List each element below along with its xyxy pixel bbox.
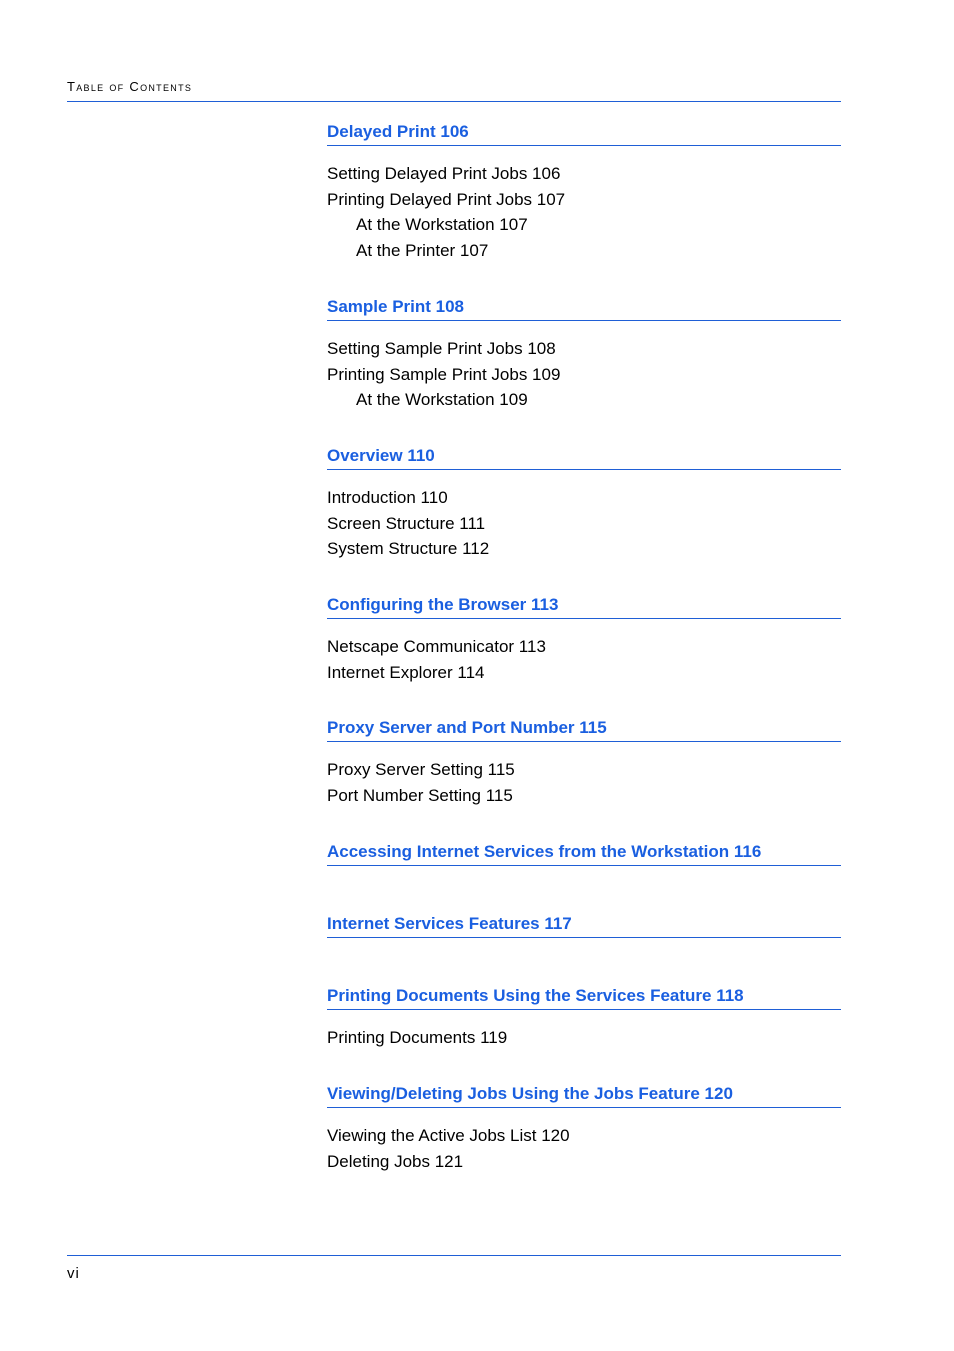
section-rule [327, 469, 841, 470]
section-rule [327, 618, 841, 619]
toc-section-title[interactable]: Internet Services Features 117 [327, 914, 572, 933]
toc-entries [327, 336, 841, 413]
toc-section-title[interactable]: Configuring the Browser 113 [327, 595, 559, 614]
section-rule [327, 1107, 841, 1108]
toc-section-title[interactable]: Sample Print 108 [327, 297, 465, 316]
toc-section-proxy-server [327, 717, 841, 808]
section-rule [327, 320, 841, 321]
toc-entry[interactable]: Printing Sample Print Jobs 109 [327, 364, 561, 384]
toc-subentry[interactable]: At the Printer 107 [356, 240, 489, 260]
toc-section-title[interactable]: Delayed Print 106 [327, 122, 469, 141]
toc-entry[interactable]: Printing Documents 119 [327, 1028, 508, 1047]
toc-entries [327, 1025, 841, 1051]
section-rule [327, 1009, 841, 1010]
toc-entries [327, 757, 841, 808]
toc-section-printing-documents [327, 985, 841, 1051]
toc-section-title[interactable]: Accessing Internet Services from the Workstation 116 [327, 842, 762, 861]
section-rule [327, 741, 841, 742]
toc-section-accessing-internet-services [327, 841, 841, 866]
section-rule [327, 937, 841, 938]
toc-section-configuring-browser [327, 594, 841, 685]
section-rule [327, 145, 841, 146]
toc-section-title[interactable]: Proxy Server and Port Number 115 [327, 718, 607, 737]
toc-entries [327, 161, 841, 263]
toc-subentry[interactable]: At the Workstation 109 [356, 390, 528, 410]
toc-section-internet-services-features [327, 913, 841, 938]
toc-entry[interactable]: System Structure 112 [327, 539, 490, 559]
toc-entry[interactable]: Proxy Server Setting 115 [327, 760, 515, 779]
section-rule [327, 865, 841, 866]
toc-entry[interactable]: Deleting Jobs 121 [327, 1151, 464, 1171]
running-header-title: Table of Contents [67, 79, 193, 94]
toc-entry[interactable]: Printing Delayed Print Jobs 107 [327, 189, 566, 209]
toc-section-sample-print [327, 296, 841, 413]
toc-entry[interactable]: Internet Explorer 114 [327, 662, 485, 682]
toc-entries [327, 1123, 841, 1174]
toc-entries [327, 634, 841, 685]
toc-section-delayed-print [327, 121, 841, 263]
toc-entry[interactable]: Setting Sample Print Jobs 108 [327, 339, 556, 358]
header-rule [67, 101, 841, 102]
toc-section-title[interactable]: Viewing/Deleting Jobs Using the Jobs Feature 120 [327, 1084, 733, 1103]
toc-section-title[interactable]: Printing Documents Using the Services Feature 118 [327, 986, 744, 1005]
toc-entry[interactable]: Screen Structure 111 [327, 513, 486, 533]
toc-section-viewing-deleting-jobs [327, 1083, 841, 1174]
toc-subentry[interactable]: At the Workstation 107 [356, 215, 528, 235]
toc-section-overview [327, 445, 841, 562]
toc-entry[interactable]: Viewing the Active Jobs List 120 [327, 1126, 570, 1145]
toc-entry[interactable]: Introduction 110 [327, 488, 448, 507]
page-number: vi [67, 1265, 80, 1282]
toc-entry[interactable]: Setting Delayed Print Jobs 106 [327, 164, 561, 183]
footer-rule [67, 1255, 841, 1256]
toc-section-title[interactable]: Overview 110 [327, 446, 435, 465]
toc-entry[interactable]: Port Number Setting 115 [327, 785, 513, 805]
toc-entry[interactable]: Netscape Communicator 113 [327, 637, 546, 656]
toc-entries [327, 485, 841, 562]
